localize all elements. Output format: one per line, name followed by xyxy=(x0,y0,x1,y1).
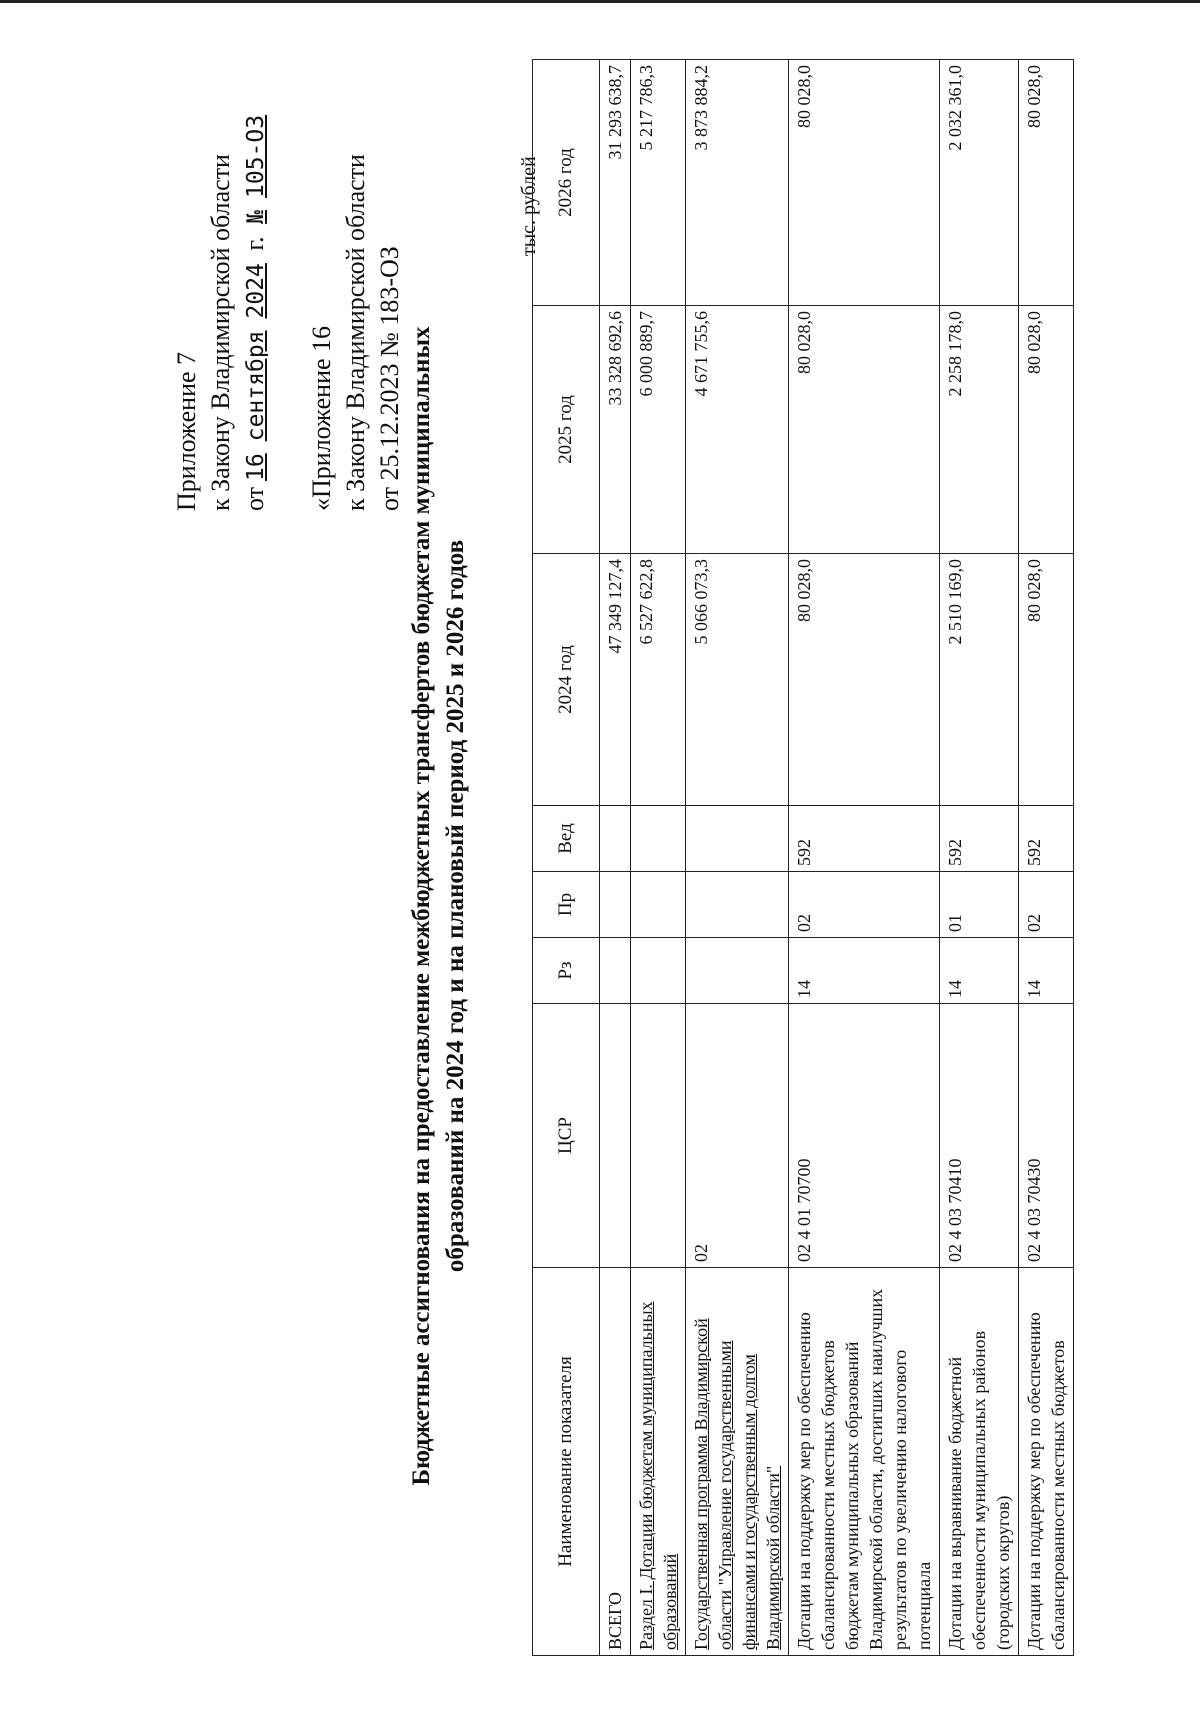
row-name: Государственная программа Владимирской области "Управление государственными финансами и государственным долгом Владимирской области" xyxy=(686,1268,789,1656)
row-2026: 80 028,0 xyxy=(789,60,940,306)
header-pr: Пр xyxy=(533,872,600,938)
row-csr: 02 xyxy=(686,1004,789,1268)
row-2025: 33 328 692,6 xyxy=(600,306,631,554)
date-year-suffix: г. xyxy=(240,236,269,251)
row-name: ВСЕГО xyxy=(600,1268,631,1656)
appendix-prev-line3: от 25.12.2023 № 183-ОЗ xyxy=(375,246,404,511)
row-name: Дотации на выравнивание бюджетной обеспеченности муниципальных районов (городских округов) xyxy=(940,1268,1019,1656)
appendix-prev-line1: «Приложение 16 xyxy=(307,325,336,511)
row-2025: 4 671 755,6 xyxy=(686,306,789,554)
table-row xyxy=(789,60,940,1656)
row-csr: 02 4 03 70430 xyxy=(1019,1004,1074,1268)
budget-table xyxy=(532,59,1074,1656)
row-2026: 2 032 361,0 xyxy=(940,60,1019,306)
title-line2: образований на 2024 год и на плановый период 2025 и 2026 годов xyxy=(442,539,469,1273)
row-rz: 14 xyxy=(940,938,1019,1004)
row-2026: 3 873 884,2 xyxy=(686,60,789,306)
row-rz: 14 xyxy=(789,938,940,1004)
header-2025: 2025 год xyxy=(533,306,600,554)
row-2025: 80 028,0 xyxy=(1019,306,1074,554)
header-ved: Вед xyxy=(533,806,600,872)
table-row xyxy=(631,60,686,1656)
row-rz xyxy=(686,938,789,1004)
row-pr: 02 xyxy=(1019,872,1074,938)
row-2024: 6 527 622,8 xyxy=(631,554,686,806)
header-2024: 2024 год xyxy=(533,554,600,806)
row-ved: 592 xyxy=(1019,806,1074,872)
row-2024: 47 349 127,4 xyxy=(600,554,631,806)
header-2026: 2026 год xyxy=(533,60,600,306)
table-header-row xyxy=(533,60,600,1656)
date-year: 2024 xyxy=(243,263,269,319)
row-2026: 31 293 638,7 xyxy=(600,60,631,306)
row-ved xyxy=(600,806,631,872)
row-ved xyxy=(631,806,686,872)
row-name: Дотации на поддержку мер по обеспечению сбалансированности местных бюджетов xyxy=(1019,1268,1074,1656)
row-ved: 592 xyxy=(940,806,1019,872)
row-rz xyxy=(600,938,631,1004)
row-name: Дотации на поддержку мер по обеспечению сбалансированности местных бюджетов бюджетам муниципальных образований Владимирской области, достигших наилучших результатов по увеличению налогового потенциала xyxy=(789,1268,940,1656)
row-csr xyxy=(600,1004,631,1268)
row-pr xyxy=(686,872,789,938)
appendix-prev-block xyxy=(305,154,407,511)
appendix-line1: Приложение 7 xyxy=(172,351,201,511)
table-row xyxy=(686,60,789,1656)
row-name: Раздел I. Дотации бюджетам муниципальных образований xyxy=(631,1268,686,1656)
table-row xyxy=(1019,60,1074,1656)
row-pr xyxy=(631,872,686,938)
row-2024: 5 066 073,3 xyxy=(686,554,789,806)
row-csr: 02 4 01 70700 xyxy=(789,1004,940,1268)
table-row-total xyxy=(600,60,631,1656)
row-2024: 80 028,0 xyxy=(789,554,940,806)
table-row xyxy=(940,60,1019,1656)
row-pr: 02 xyxy=(789,872,940,938)
row-2026: 5 217 786,3 xyxy=(631,60,686,306)
row-ved: 592 xyxy=(789,806,940,872)
law-number-sign: № xyxy=(243,210,269,224)
row-pr xyxy=(600,872,631,938)
appendix-prev-line2: к Закону Владимирской области xyxy=(341,154,370,511)
date-prefix: от xyxy=(240,486,269,511)
date-month: сентября xyxy=(243,330,269,442)
row-2025: 6 000 889,7 xyxy=(631,306,686,554)
row-rz: 14 xyxy=(1019,938,1074,1004)
appendix-date-line xyxy=(238,109,273,511)
row-pr: 01 xyxy=(940,872,1019,938)
title-line1: Бюджетные ассигнования на предоставление межбюджетных трансфертов бюджетам муниципальных xyxy=(408,326,435,1486)
law-number: 105-ОЗ xyxy=(243,114,269,198)
row-rz xyxy=(631,938,686,1004)
row-ved xyxy=(686,806,789,872)
row-csr: 02 4 03 70410 xyxy=(940,1004,1019,1268)
row-2025: 80 028,0 xyxy=(789,306,940,554)
row-2024: 2 510 169,0 xyxy=(940,554,1019,806)
appendix-line2: к Закону Владимирской области xyxy=(206,154,235,511)
header-csr: ЦСР xyxy=(533,1004,600,1268)
header-rz: Рз xyxy=(533,938,600,1004)
date-day: 16 xyxy=(243,453,269,481)
row-2024: 80 028,0 xyxy=(1019,554,1074,806)
document-title xyxy=(405,136,473,1676)
unit-label: тыс. рублей xyxy=(518,156,540,256)
row-2026: 80 028,0 xyxy=(1019,60,1074,306)
appendix-block xyxy=(170,109,273,511)
header-name: Наименование показателя xyxy=(533,1268,600,1656)
row-csr xyxy=(631,1004,686,1268)
row-2025: 2 258 178,0 xyxy=(940,306,1019,554)
